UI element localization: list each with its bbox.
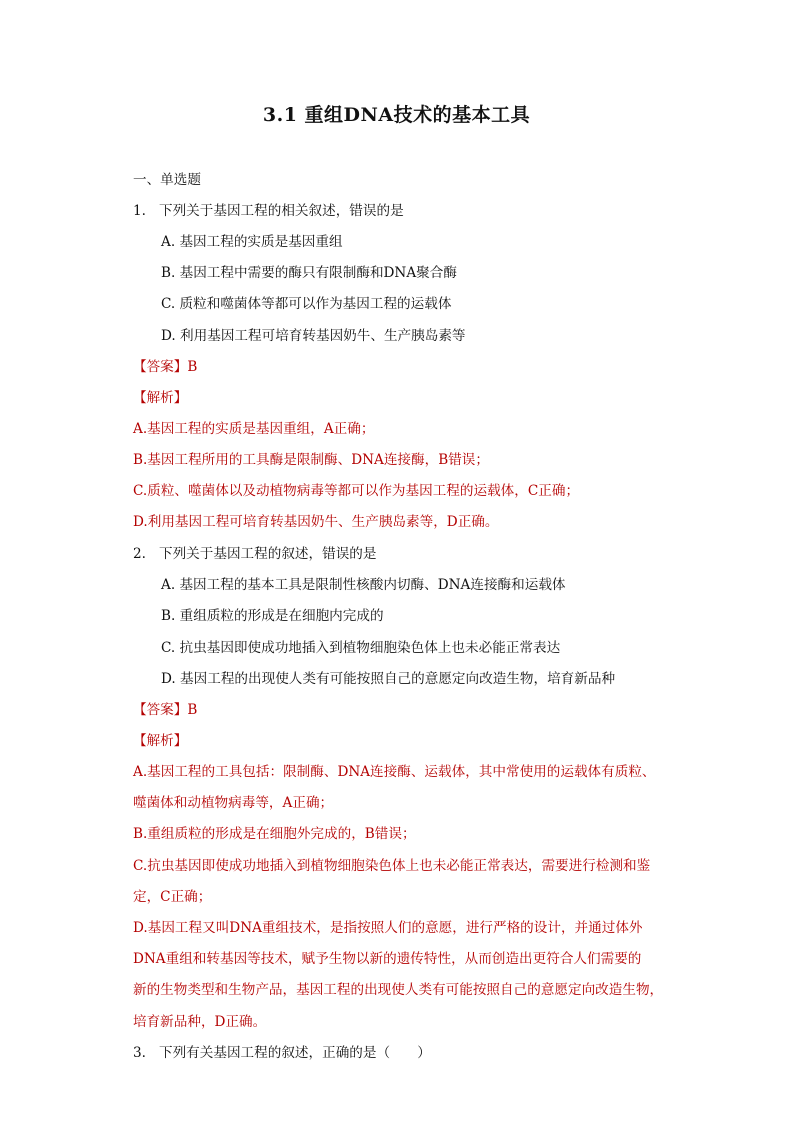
q2-analysis-line: 噬菌体和动植物病毒等，A正确；: [133, 795, 334, 811]
q1-option-c: C. 质粒和噬菌体等都可以作为基因工程的运载体: [161, 296, 452, 312]
q2-option-a: A. 基因工程的基本工具是限制性核酸内切酶、DNA连接酶和运载体: [161, 577, 566, 593]
question-3: [133, 1044, 431, 1062]
answer-value: B: [187, 359, 198, 375]
q1-analysis-line: A.基因工程的实质是基因重组，A正确；: [133, 421, 375, 437]
answer-label: 【答案】: [133, 359, 188, 375]
q2-option-b: B. 重组质粒的形成是在细胞内完成的: [161, 608, 384, 624]
page-title: 3.1 重组DNA技术的基本工具: [262, 104, 531, 126]
q2-analysis-line: DNA重组和转基因等技术，赋予生物以新的遗传特性，从而创造出更符合人们需要的: [133, 951, 642, 967]
question-1: [133, 202, 404, 220]
q2-analysis-label: 【解析】: [133, 733, 188, 749]
answer-label: 【答案】: [133, 702, 188, 718]
question-stem: 下列有关基因工程的叙述，正确的是（ ）: [159, 1045, 431, 1061]
q2-analysis-line: 新的生物类型和生物产品，基因工程的出现使人类有可能按照自己的意愿定向改造生物，: [133, 982, 664, 998]
q1-answer: [133, 358, 197, 376]
q2-analysis-line: B.重组质粒的形成是在细胞外完成的，B错误；: [133, 826, 416, 842]
section-heading: 一、单选题: [133, 172, 201, 188]
question-number: 3.: [133, 1045, 146, 1061]
q2-analysis-line: A.基因工程的工具包括：限制酶、DNA连接酶、运载体，其中常使用的运载体有质粒、: [133, 764, 656, 780]
answer-value: B: [187, 702, 198, 718]
question-number: 1.: [133, 203, 146, 219]
q2-analysis-line: 定，C正确；: [133, 889, 212, 905]
question-number: 2.: [133, 546, 146, 562]
q2-analysis-line: D.基因工程又叫DNA重组技术，是指按照人们的意愿，进行严格的设计，并通过体外: [133, 920, 643, 936]
q1-analysis-line: D.利用基因工程可培育转基因奶牛、生产胰岛素等，D正确。: [133, 514, 499, 530]
q1-option-d: D. 利用基因工程可培育转基因奶牛、生产胰岛素等: [161, 328, 466, 344]
q1-option-a: A. 基因工程的实质是基因重组: [161, 234, 343, 250]
q2-option-c: C. 抗虫基因即使成功地插入到植物细胞染色体上也未必能正常表达: [161, 640, 561, 656]
q1-analysis-line: B.基因工程所用的工具酶是限制酶、DNA连接酶，B错误；: [133, 452, 489, 468]
question-2: [133, 545, 377, 563]
q2-answer: [133, 701, 197, 719]
question-stem: 下列关于基因工程的相关叙述，错误的是: [159, 203, 404, 219]
q1-analysis-line: C.质粒、噬菌体以及动植物病毒等都可以作为基因工程的运载体，C正确；: [133, 483, 580, 499]
q2-analysis-line: C.抗虫基因即使成功地插入到植物细胞染色体上也未必能正常表达，需要进行检测和鉴: [133, 858, 651, 874]
question-stem: 下列关于基因工程的叙述，错误的是: [159, 546, 377, 562]
q2-analysis-line: 培育新品种，D正确。: [133, 1014, 267, 1030]
q2-option-d: D. 基因工程的出现使人类有可能按照自己的意愿定向改造生物，培育新品种: [161, 671, 616, 687]
q1-analysis-label: 【解析】: [133, 390, 188, 406]
q1-option-b: B. 基因工程中需要的酶只有限制酶和DNA聚合酶: [161, 265, 457, 281]
